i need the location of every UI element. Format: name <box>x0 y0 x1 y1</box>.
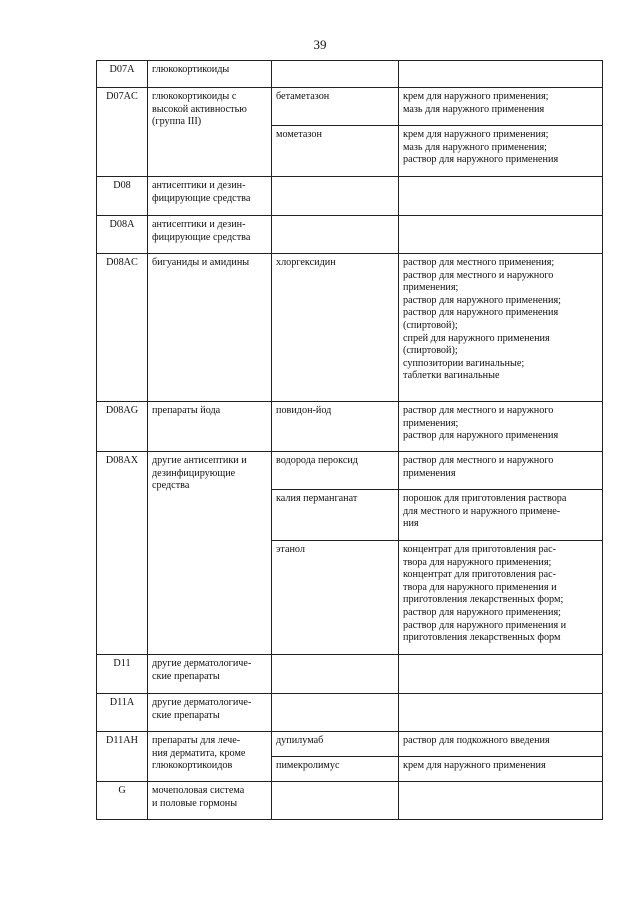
dosage-form: порошок для приготовления раствора <box>403 493 567 504</box>
form-cell <box>399 216 603 254</box>
atc-code: D08 <box>113 180 131 191</box>
group-cell <box>148 402 272 452</box>
dosage-form: раствор для наружного применения; <box>403 294 561 306</box>
atc-code-cell <box>97 254 148 402</box>
dosage-form: твора для наружного применения и <box>403 581 557 593</box>
table-row <box>97 732 603 757</box>
table-row <box>97 61 603 88</box>
form-cell <box>399 757 603 782</box>
atc-code: D07A <box>109 64 135 75</box>
dosage-form: раствор для наружного применения <box>403 154 559 166</box>
table-row <box>97 452 603 490</box>
atc-code-cell <box>97 402 148 452</box>
form-cell <box>399 88 603 126</box>
group-text: другие дерматологиче- <box>152 658 252 669</box>
dosage-form: мазь для наружного применения; <box>403 141 548 153</box>
dosage-form: суппозитории вагинальные; <box>403 357 525 369</box>
atc-code: D11A <box>109 697 135 708</box>
dosage-form: раствор для местного применения; <box>403 257 555 268</box>
drug-name: водорода пероксид <box>276 455 358 466</box>
dosage-form: раствор для местного и наружного <box>403 455 554 466</box>
group-text: ния дерматита, кроме <box>152 747 246 759</box>
dosage-form: для местного и наружного примене- <box>403 505 561 517</box>
dosage-form: применения; <box>403 282 459 294</box>
group-text: препараты йода <box>152 405 221 416</box>
dosage-form: приготовления лекарственных форм <box>403 632 561 644</box>
group-cell <box>148 61 272 88</box>
group-cell <box>148 216 272 254</box>
atc-code: D07AC <box>106 91 138 102</box>
group-cell <box>148 452 272 655</box>
atc-code: D11AH <box>106 735 138 746</box>
table-row <box>97 254 603 402</box>
group-text: глюкокортикоидов <box>152 760 233 772</box>
group-text: мочеполовая система <box>152 785 245 796</box>
form-cell <box>399 126 603 177</box>
drug-cell <box>272 61 399 88</box>
drug-cell <box>272 694 399 732</box>
group-text: (группа III) <box>152 116 202 128</box>
dosage-form: концентрат для приготовления рас- <box>403 569 557 581</box>
group-text: ские препараты <box>152 709 220 721</box>
dosage-form: (спиртовой); <box>403 319 458 331</box>
form-cell <box>399 177 603 216</box>
dosage-form: раствор для местного и наружного <box>403 269 554 281</box>
group-text: антисептики и дезин- <box>152 180 246 191</box>
dosage-form: крем для наружного применения; <box>403 129 549 140</box>
group-cell <box>148 88 272 177</box>
table-row <box>97 782 603 820</box>
drug-cell <box>272 177 399 216</box>
dosage-form: концентрат для приготовления рас- <box>403 544 557 555</box>
atc-code: D08AC <box>106 257 138 268</box>
atc-code-cell <box>97 782 148 820</box>
dosage-form: спрей для наружного применения <box>403 332 550 344</box>
drug-cell <box>272 216 399 254</box>
table-row <box>97 402 603 452</box>
form-cell <box>399 782 603 820</box>
drug-name: хлоргексидин <box>276 257 336 268</box>
group-text: препараты для лече- <box>152 735 241 746</box>
dosage-form: таблетки вагинальные <box>403 370 500 382</box>
drug-name: повидон-йод <box>276 405 332 416</box>
atc-code-cell <box>97 452 148 655</box>
atc-code: D08A <box>109 219 135 230</box>
form-cell <box>399 61 603 88</box>
dosage-form: раствор для наружного применения; <box>403 606 561 618</box>
dosage-form: приготовления лекарственных форм; <box>403 594 564 606</box>
group-text: ские препараты <box>152 670 220 682</box>
group-text: глюкокортикоиды с <box>152 91 237 102</box>
group-cell <box>148 694 272 732</box>
form-cell <box>399 254 603 402</box>
table-row <box>97 88 603 126</box>
drug-cell <box>272 490 399 541</box>
table-row <box>97 694 603 732</box>
atc-code-cell <box>97 216 148 254</box>
group-text: фицирующие средства <box>152 231 251 243</box>
atc-code-cell <box>97 61 148 88</box>
drug-name: бетаметазон <box>276 91 330 102</box>
group-text: и половые гормоны <box>152 797 238 809</box>
atc-code-cell <box>97 694 148 732</box>
group-cell <box>148 177 272 216</box>
atc-code: G <box>118 785 126 796</box>
dosage-form: (спиртовой); <box>403 345 458 357</box>
group-text: дезинфицирующие <box>152 467 236 479</box>
atc-code-cell <box>97 655 148 694</box>
dosage-form: мазь для наружного применения <box>403 103 545 115</box>
group-cell <box>148 732 272 782</box>
group-cell <box>148 655 272 694</box>
dosage-form: раствор для наружного применения <box>403 430 559 442</box>
group-text: другие антисептики и <box>152 455 247 466</box>
atc-code: D11 <box>113 658 131 669</box>
group-text: антисептики и дезин- <box>152 219 246 230</box>
dosage-form: крем для наружного применения; <box>403 91 549 102</box>
dosage-form: раствор для наружного применения <box>403 307 559 319</box>
group-cell <box>148 782 272 820</box>
form-cell <box>399 490 603 541</box>
atc-code: D08AX <box>105 455 139 466</box>
drug-cell <box>272 452 399 490</box>
group-text: другие дерматологиче- <box>152 697 252 708</box>
dosage-form: применения <box>403 467 456 479</box>
dosage-form: применения; <box>403 417 459 429</box>
drug-name: мометазон <box>276 129 322 140</box>
dosage-form: ния <box>403 518 419 530</box>
drug-classification-table <box>96 60 603 820</box>
group-cell <box>148 254 272 402</box>
atc-code-cell <box>97 732 148 782</box>
drug-cell <box>272 782 399 820</box>
dosage-form: раствор для местного и наружного <box>403 405 554 416</box>
form-cell <box>399 655 603 694</box>
dosage-form: твора для наружного применения; <box>403 556 552 568</box>
group-text: средства <box>152 480 190 492</box>
dosage-form: раствор для подкожного введения <box>403 735 550 746</box>
page-number: 39 <box>313 37 327 52</box>
atc-code-cell <box>97 177 148 216</box>
table-row <box>97 216 603 254</box>
dosage-form: раствор для наружного применения и <box>403 619 567 631</box>
drug-cell <box>272 732 399 757</box>
form-cell <box>399 694 603 732</box>
drug-cell <box>272 254 399 402</box>
group-text: высокой активностью <box>152 103 247 115</box>
form-cell <box>399 452 603 490</box>
drug-name: пимекролимус <box>276 760 340 771</box>
atc-code: D08AG <box>105 405 139 416</box>
drug-cell <box>272 541 399 655</box>
drug-cell <box>272 402 399 452</box>
group-text: бигуаниды и амидины <box>152 257 250 268</box>
drug-cell <box>272 126 399 177</box>
drug-cell <box>272 88 399 126</box>
drug-name: калия перманганат <box>276 493 358 504</box>
table-row <box>97 655 603 694</box>
drug-name: дупилумаб <box>276 735 324 746</box>
form-cell <box>399 732 603 757</box>
drug-cell <box>272 655 399 694</box>
table-row <box>97 177 603 216</box>
atc-code-cell <box>97 88 148 177</box>
group-text: глюкокортикоиды <box>152 64 230 75</box>
drug-name: этанол <box>276 544 305 555</box>
dosage-form: крем для наружного применения <box>403 760 546 771</box>
form-cell <box>399 402 603 452</box>
drug-cell <box>272 757 399 782</box>
form-cell <box>399 541 603 655</box>
group-text: фицирующие средства <box>152 192 251 204</box>
